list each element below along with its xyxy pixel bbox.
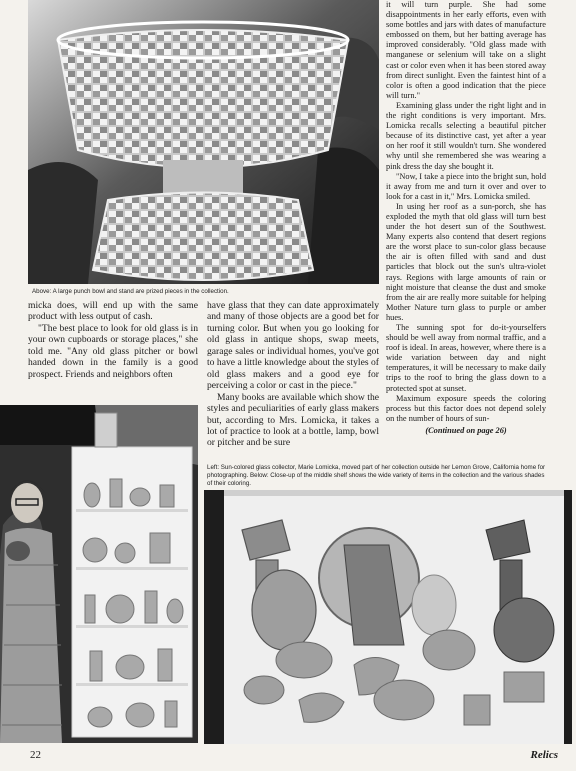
right-column-text [386,0,546,436]
right-paragraph: In using her roof as a sun-porch, she has exploded the myth that old glass will turn best under the hot desert sun of the Southwest. Many experts also contend that desert regions are the worst place to sun-color glass because the air is often filled with sand and dust particles that block out the sun's ultra-violet rays. Regions with large amounts of rain or night moisture that cleanse the dust and smoke from the air are really more suitable for helping Mother Nature turn glass to purple or amber hues. [386,201,546,322]
right-paragraph: Maximum exposure speeds the coloring process but this factor does not depend solely on the number of hours of sun- [386,393,546,423]
continued-note: (Continued on page 26) [425,425,507,435]
shelf-closeup-photo [204,490,572,744]
middle-paragraph: Many books are available which show the styles and peculiarities of early glass makers but, according to Mrs. Lomicka, it takes a lot of practice to look at a bottle, lamp, bowl or pitcher and be sure [207,391,379,449]
collector-photo [0,405,198,743]
right-paragraph: "Now, I take a piece into the bright sun, hold it away from me and turn it over and over to look for a cast in it," Mrs. Lomicka smiled. [386,171,546,201]
punch-bowl-photo [28,0,379,284]
left-column-text [28,300,198,380]
right-paragraph: it will turn purple. She had some disappointments in her early efforts, even with some bottles and jars with dates of manufacture embossed on them, but her batting average has improved considerably. "Old glass made with manganese or selenium will take on a slight cast or color even when it has been stored away from direct sunlight. Even the faintest hint of a color is often a good indication that the piece will turn." [386,0,546,100]
middle-column-text [207,300,379,449]
page-number: 22 [30,749,41,761]
magazine-name: Relics [530,749,558,761]
left-paragraph: micka does, will end up with the same product with less output of cash. [28,300,198,323]
punch-bowl-caption: Above: A large punch bowl and stand are prized pieces in the collection. [32,288,229,295]
collector-caption: Left: Sun-colored glass collector, Marie Lomicka, moved part of her collection outside her Lemon Grove, California home for photographing. Below: Close-up of the middle shelf shows the wide variety of items in the collection and the various shades of their coloring. [207,464,546,487]
middle-paragraph: have glass that they can date approximately and many of those objects are a good bet for turning color. But when you go looking for old glass in antique shops, swap meets, garage sales or individual homes, you've got to have a little knowledge about the styles of old glass makers and a good eye for perceiving a color or cast in the piece." [207,300,379,392]
right-paragraph: Examining glass under the right light and in the right conditions is very important. Mrs. Lomicka recalls selecting a beautiful pitcher because of its distinctive cast, yet after a year on her roof it still wouldn't turn. She wondered why until she remembered she was wearing a pink dress the day she bought it. [386,100,546,171]
left-paragraph: "The best place to look for old glass is in your own cupboards or storage places," she told me. "Any old glass pitcher or bowl handed down in the family is a good prospect. Friends and neighbors often [28,322,198,380]
right-paragraph: The sunning spot for do-it-yourselfers should be well away from normal traffic, and a roof is ideal. In areas, however, where there is a wide variation between day and night temperatures, it will be necessary to make daily trips to the roof to bring the glass down to a protected spot at sunset. [386,323,546,393]
